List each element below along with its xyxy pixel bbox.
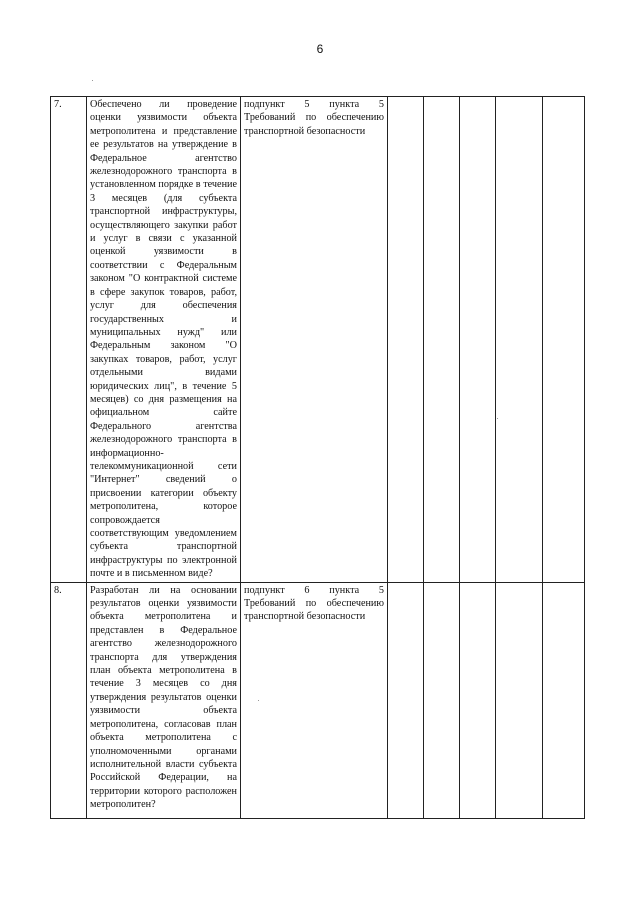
row-number: 8. — [51, 582, 87, 818]
reference-cell: подпункт 6 пункта 5 Требований по обеспечению транспортной безопасности — [241, 582, 388, 818]
reference-cell: подпункт 5 пункта 5 Требований по обеспечению транспортной безопасности — [241, 97, 388, 583]
answer-cell — [496, 582, 543, 818]
question-cell: Обеспечено ли проведение оценки уязвимости объекта метрополитена и представление ее результатов на утверждение в Федеральное агентство железнодорожного транспорта в установленном порядке в течение 3 месяцев (для субъекта транспортной инфраструктуры, осуществляющего закупки работ и услуг в связи с указанной оценкой уязвимости в соответствии с Федеральным законом "О контрактной системе в сфере закупок товаров, работ, услуг для обеспечения государственных и муниципальных нужд" или Федеральным законом "О закупках товаров, работ, услуг отдельными видами юридических лиц", в течение 5 месяцев) со дня размещения на официальном сайте Федерального агентства железнодорожного транспорта в информационно-телекоммуникационной сети "Интернет" сведений о присвоении категории объекту метрополитена, которое сопровождается соответствующим уведомлением субъекта транспортной инфраструктуры по электронной почте и в письменном виде? — [87, 97, 241, 583]
table-row — [51, 582, 585, 818]
row-number: 7. — [51, 97, 87, 583]
answer-cell — [460, 97, 496, 583]
answer-cell — [543, 97, 585, 583]
question-cell: Разработан ли на основании результатов оценки уязвимости объекта метрополитена и представлен в Федеральное агентство железнодорожного транспорта для утверждения план объекта метрополитена в течение 3 месяцев со дня утверждения результатов оценки уязвимости объекта метрополитена, согласовав план объекта метрополитена с уполномоченными органами исполнительной власти субъекта Российской Федерации, на территории которого расположен метрополитен? — [87, 582, 241, 818]
checklist-table — [50, 96, 585, 819]
answer-cell — [496, 97, 543, 583]
scan-speck — [92, 80, 93, 81]
table-row — [51, 97, 585, 583]
page-number: 6 — [316, 42, 324, 56]
answer-cell — [424, 582, 460, 818]
answer-cell — [424, 97, 460, 583]
answer-cell — [388, 582, 424, 818]
answer-cell — [388, 97, 424, 583]
answer-cell — [460, 582, 496, 818]
answer-cell — [543, 582, 585, 818]
